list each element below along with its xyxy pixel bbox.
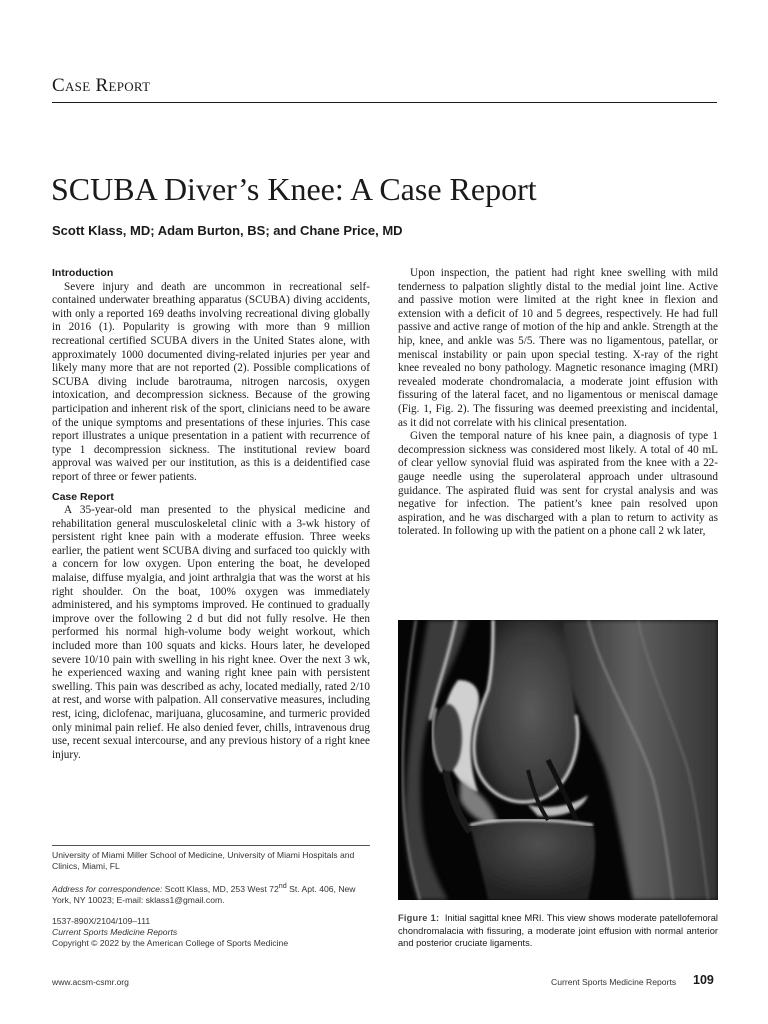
footnotes — [52, 845, 370, 949]
inspection-paragraph: Upon inspection, the patient had right knee swelling with mild tenderness to palpation slightly distal to the medial joint line. Active and passive motion were limited at the right knee in flexion and extension with a deficit of 10 and 5 degrees, respectively. He had full passive and active range of motion of the hip and ankle. Strength at the hip, knee, and ankle was 5/5. There was no ligamentous, patellar, or meniscal instability or pain upon special testing. X-ray of the right knee revealed no bony pathology. Magnetic resonance imaging (MRI) revealed moderate chondromalacia, a moderate joint effusion with fissuring of the lateral facet, and no ligamentous or meniscal damage (Fig. 1, Fig. 2). The fissuring was deemed preexisting and incidental, as it did not correlate with his clinical presentation. — [398, 267, 718, 429]
figure-1-mri-image — [398, 620, 718, 900]
case-report-heading: Case Report — [52, 490, 114, 503]
footer-url-link[interactable]: www.acsm-csmr.org — [52, 977, 129, 987]
section-header — [52, 74, 717, 103]
journal-name: Current Sports Medicine Reports — [52, 926, 178, 937]
left-column — [52, 267, 370, 762]
copyright: Copyright © 2022 by the American College of Sports Medicine — [52, 938, 289, 949]
introduction-paragraph: Severe injury and death are uncommon in recreational self-contained underwater breathing apparatus (SCUBA) diving accidents, with only a reported 169 deaths involving recreational diving globally in 2016 (1). Popularity is growing with more than 9 million recreational certified SCUBA divers in the United States alone, with approximately 1000 documented diving-related injuries per year and likely many more that are not reported (2). Possible complications of SCUBA diving include barotrauma, nitrogen narcosis, oxygen intoxication, and decompression sickness. Because of the growing participation and inherent risk of the sport, clinicians need to be aware of the unique symptoms and presentations of these injuries. This case report illustrates a unique presentation in a patient with recurrence of type 1 decompression sickness. The institutional review board approval was waived per our institution, as this is a deidentified case report of three or fewer patients. — [52, 280, 370, 483]
page-number: 109 — [693, 973, 714, 987]
footer-journal: Current Sports Medicine Reports — [551, 977, 677, 987]
correspondence-label: Address for correspondence: — [52, 884, 163, 895]
figure-caption — [398, 912, 718, 950]
figure-label: Figure 1: — [398, 913, 440, 923]
correspondence-address-rest: St. Apt. 406, New York, NY 10023; E-mail: sklass1@gmail.com. — [52, 884, 356, 906]
affiliation: University of Miami Miller School of Medicine, University of Miami Hospitals and Clinics, Miami, FL — [52, 850, 355, 872]
issn: 1537-890X/2104/109–111 — [52, 915, 151, 926]
section-label: Case Report — [52, 75, 151, 96]
case-report-paragraph: A 35-year-old man presented to the physical medicine and rehabilitation general musculoskeletal clinic with a 3-wk history of persistent right knee pain with a moderate effusion. Three weeks earlier, the patient went SCUBA diving and surfaced too quickly with a concern for low oxygen. Upon entering the boat, he developed malaise, diffuse myalgia, and joint arthralgia that was the worst at his right shoulder. On the boat, 100% oxygen was immediately administered, and his symptoms improved. He continued to gradually improve over the following 2 d but did not fully resolve. He then performed his normal high-volume body weight workout, which included more than 100 squats and kicks. Hours later, he developed severe 10/10 pain with swelling in his right knee. Over the next 3 wk, he experienced waxing and waning right knee pain with persistent swelling. This pain was described as achy, located medially, rated 2/10 at rest, and worse with palpation. All conservative measures, including rest, icing, diclofenac, marijuana, glucosamine, and turmeric provided only minimal pain relief. He also denied fever, chills, intravenous drug use, recent sexual intercourse, and any previous history of a right knee injury. — [52, 504, 370, 761]
article-title: SCUBA Diver’s Knee: A Case Report — [51, 171, 537, 207]
correspondence — [52, 881, 370, 906]
author-list: Scott Klass, MD; Adam Burton, BS; and Chane Price, MD — [52, 223, 403, 238]
introduction-heading: Introduction — [52, 267, 114, 279]
correspondence-address: Scott Klass, MD, 253 West 72 — [164, 884, 279, 895]
right-column — [398, 267, 718, 539]
mri-illustration — [398, 620, 718, 900]
correspondence-superscript: nd — [278, 882, 287, 891]
diagnosis-paragraph: Given the temporal nature of his knee pain, a diagnosis of type 1 decompression sickness was considered most likely. A total of 40 mL of clear yellow synovial fluid was aspirated from the knee with a 22-gauge needle using the superolateral approach under ultrasound guidance. The aspirated fluid was sent for crystal analysis and was negative for infection. The patient’s knee pain resolved upon aspiration, and he was discharged with a plan to return to activity as tolerated. In following up with the patient on a phone call 2 wk later, — [398, 430, 718, 538]
figure-caption-text: Initial sagittal knee MRI. This view shows moderate patellofemoral chondromalacia with fissuring, a moderate joint effusion with normal anterior and posterior cruciate ligaments. — [398, 913, 718, 949]
